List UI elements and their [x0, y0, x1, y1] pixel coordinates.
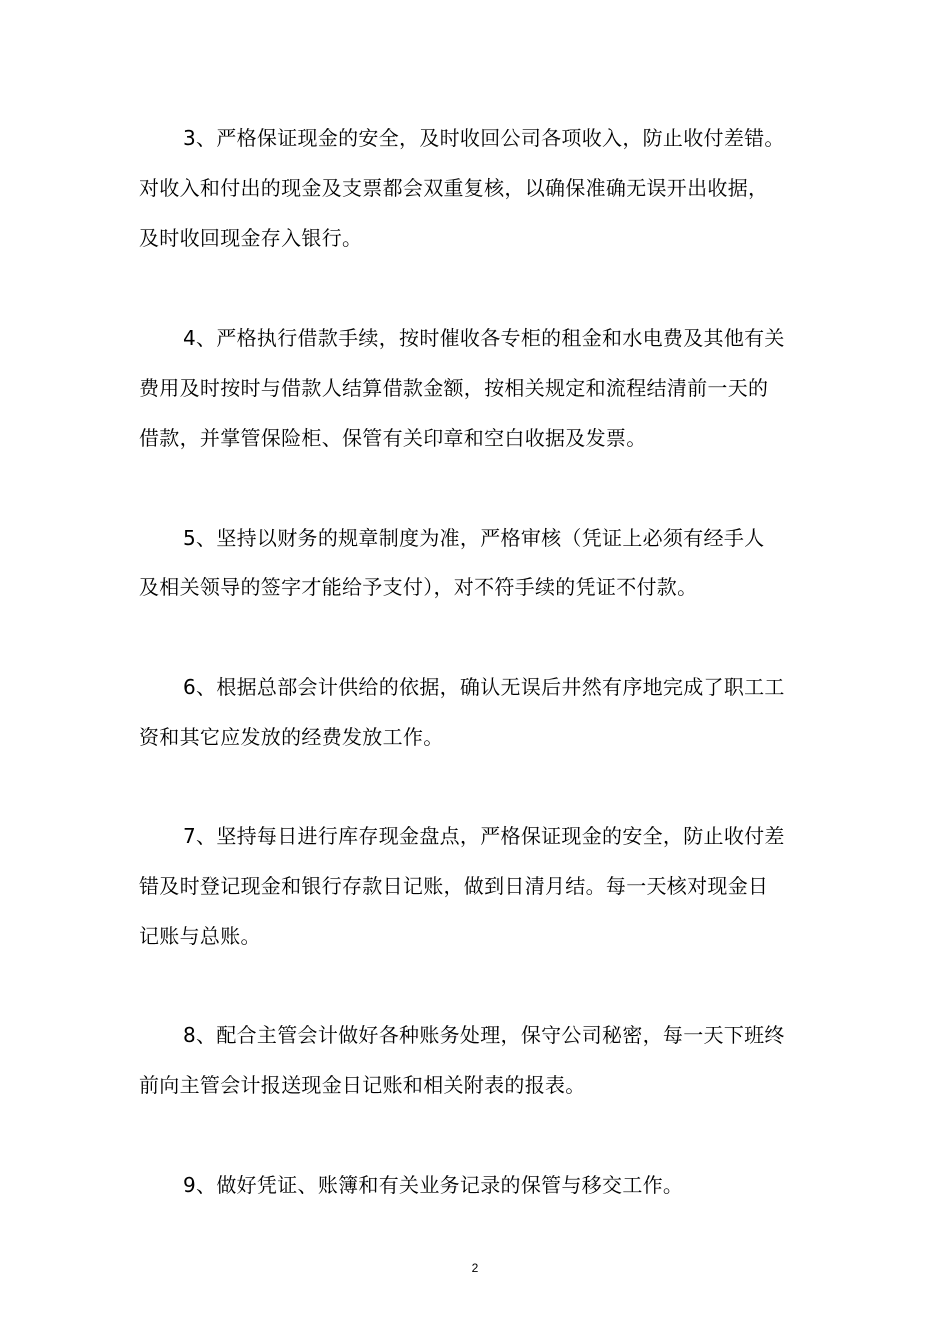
paragraph-line: 及相关领导的签字才能给予支付），对不符手续的凭证不付款。 [139, 575, 698, 599]
paragraph-line: 借款，并掌管保险柜、保管有关印章和空白收据及发票。 [139, 426, 647, 450]
paragraph-line: 及时收回现金存入银行。 [139, 226, 363, 250]
paragraph-line: 3、严格保证现金的安全，及时收回公司各项收入，防止收付差错。 [183, 126, 785, 150]
page-number: 2 [471, 1261, 479, 1275]
paragraph-line: 7、坚持每日进行库存现金盘点，严格保证现金的安全，防止收付差 [183, 824, 785, 848]
paragraph-line: 前向主管会计报送现金日记账和相关附表的报表。 [139, 1073, 586, 1097]
paragraph-line: 4、严格执行借款手续，按时催收各专柜的租金和水电费及其他有关 [183, 326, 785, 350]
paragraph-line: 费用及时按时与借款人结算借款金额，按相关规定和流程结清前一天的 [139, 376, 769, 400]
paragraph-line: 资和其它应发放的经费发放工作。 [139, 725, 444, 749]
paragraph-line: 9、做好凭证、账簿和有关业务记录的保管与移交工作。 [183, 1173, 684, 1197]
paragraph-line: 记账与总账。 [139, 924, 261, 948]
paragraph-line: 8、配合主管会计做好各种账务处理，保守公司秘密，每一天下班终 [183, 1023, 785, 1047]
paragraph-line: 6、根据总部会计供给的依据，确认无误后井然有序地完成了职工工 [183, 675, 785, 699]
paragraph-line: 对收入和付出的现金及支票都会双重复核，以确保准确无误开出收据， [139, 176, 769, 200]
paragraph-line: 错及时登记现金和银行存款日记账，做到日清月结。每一天核对现金日 [139, 874, 769, 898]
paragraph-line: 5、坚持以财务的规章制度为准，严格审核（凭证上必须有经手人 [183, 526, 765, 550]
